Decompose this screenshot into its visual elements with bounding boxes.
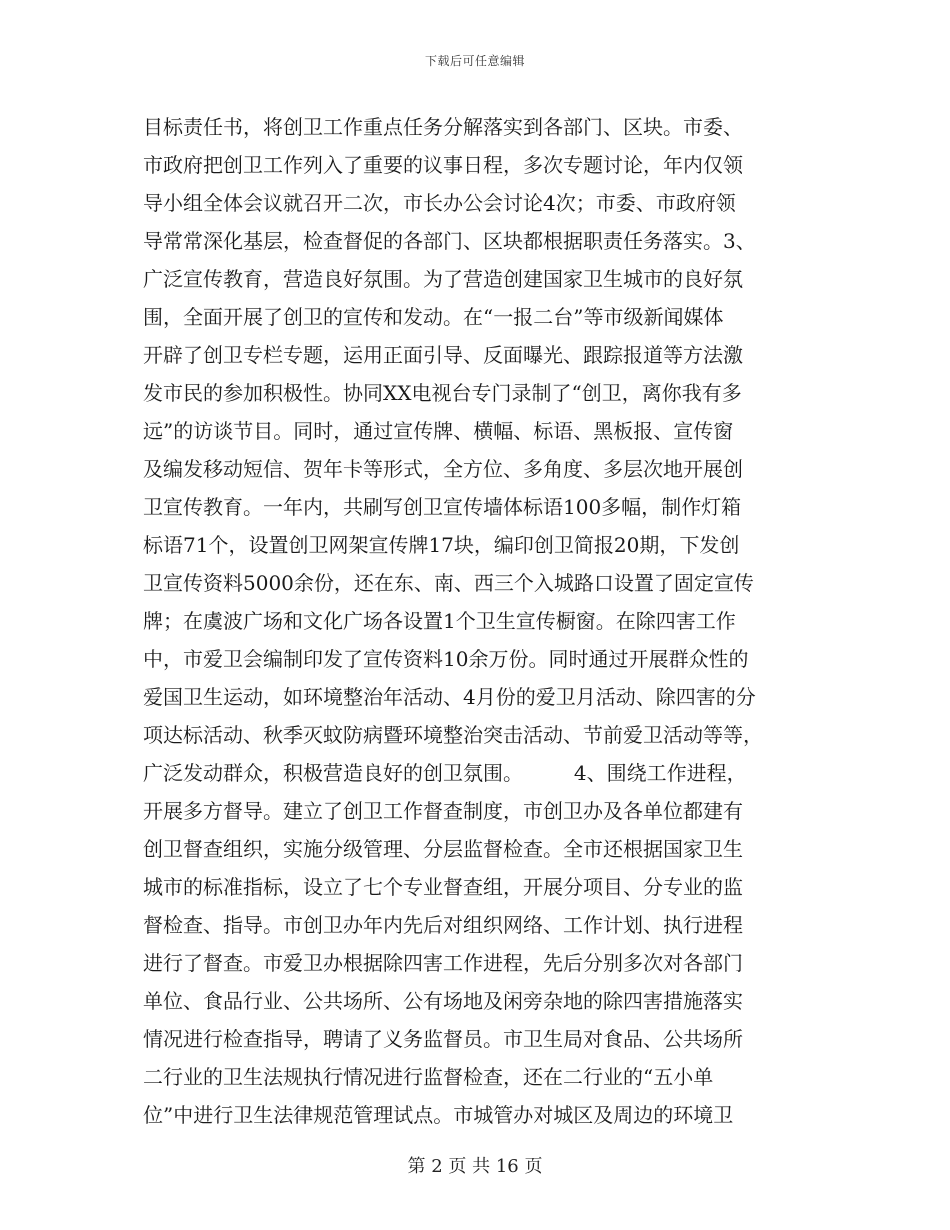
body-line: 中，市爱卫会编制印发了宣传资料10余万份。同时通过开展群众性的 <box>143 647 749 671</box>
body-line: 督检查、指导。市创卫办年内先后对组织网络、工作计划、执行进程 <box>143 913 743 937</box>
body-line: 导小组全体会议就召开二次，市长办公会讨论4次；市委、市政府领 <box>143 191 736 215</box>
body-line: 及编发移动短信、贺年卡等形式，全方位、多角度、多层次地开展创 <box>143 457 743 481</box>
body-line: 开展多方督导。建立了创卫工作督查制度，市创卫办及各单位都建有 <box>143 799 743 823</box>
body-line: 单位、食品行业、公共场所、公有场地及闲旁杂地的除四害措施落实 <box>143 989 743 1013</box>
body-line: 导常常深化基层，检查督促的各部门、区块都根据职责任务落实。3、 <box>143 229 756 253</box>
body-line: 情况进行检查指导，聘请了义务监督员。市卫生局对食品、公共场所 <box>143 1027 743 1051</box>
document-body <box>143 108 823 1134</box>
body-line: 进行了督查。市爱卫办根据除四害工作进程，先后分别多次对各部门 <box>143 951 743 975</box>
body-line: 远”的访谈节目。同时，通过宣传牌、横幅、标语、黑板报、宣传窗 <box>143 419 734 443</box>
body-line: 项达标活动、秋季灭蚊防病暨环境整治突击活动、节前爱卫活动等等， <box>143 723 763 747</box>
body-line: 目标责任书，将创卫工作重点任务分解落实到各部门、区块。市委、 <box>143 115 743 139</box>
body-line: 二行业的卫生法规执行情况进行监督检查，还在二行业的“五小单 <box>143 1065 714 1089</box>
body-line: 卫宣传教育。一年内，共刷写创卫宣传墙体标语100多幅，制作灯箱 <box>143 495 742 519</box>
body-line: 牌；在虞波广场和文化广场各设置1个卫生宣传橱窗。在除四害工作 <box>143 609 736 633</box>
body-line: 开辟了创卫专栏专题，运用正面引导、反面曝光、跟踪报道等方法激 <box>143 343 743 367</box>
body-line: 围，全面开展了创卫的宣传和发动。在“一报二台”等市级新闻媒体 <box>143 305 724 329</box>
body-line: 爱国卫生运动，如环境整治年活动、4月份的爱卫月活动、除四害的分 <box>143 685 756 709</box>
body-line: 广泛宣传教育，营造良好氛围。为了营造创建国家卫生城市的良好氛 <box>143 267 743 291</box>
body-line: 卫宣传资料5000余份，还在东、南、西三个入城路口设置了固定宣传 <box>143 571 754 595</box>
body-line: 市政府把创卫工作列入了重要的议事日程，多次专题讨论，年内仅领 <box>143 153 743 177</box>
body-line: 标语71个，设置创卫网架宣传牌17块，编印创卫简报20期，下发创 <box>143 533 740 557</box>
body-line: 城市的标准指标，设立了七个专业督查组，开展分项目、分专业的监 <box>143 875 743 899</box>
page-header-note: 下载后可任意编辑 <box>424 54 525 68</box>
body-line: 发市民的参加积极性。协同XX电视台专门录制了“创卫，离你我有多 <box>143 381 742 405</box>
body-line: 位”中进行卫生法律规范管理试点。市城管办对城区及周边的环境卫 <box>143 1103 734 1127</box>
body-line: 广泛发动群众，积极营造良好的创卫氛围。 4、围绕工作进程， <box>143 761 747 785</box>
page-number-footer: 第 2 页 共 16 页 <box>407 1156 543 1177</box>
body-line: 创卫督查组织，实施分级管理、分层监督检查。全市还根据国家卫生 <box>143 837 743 861</box>
